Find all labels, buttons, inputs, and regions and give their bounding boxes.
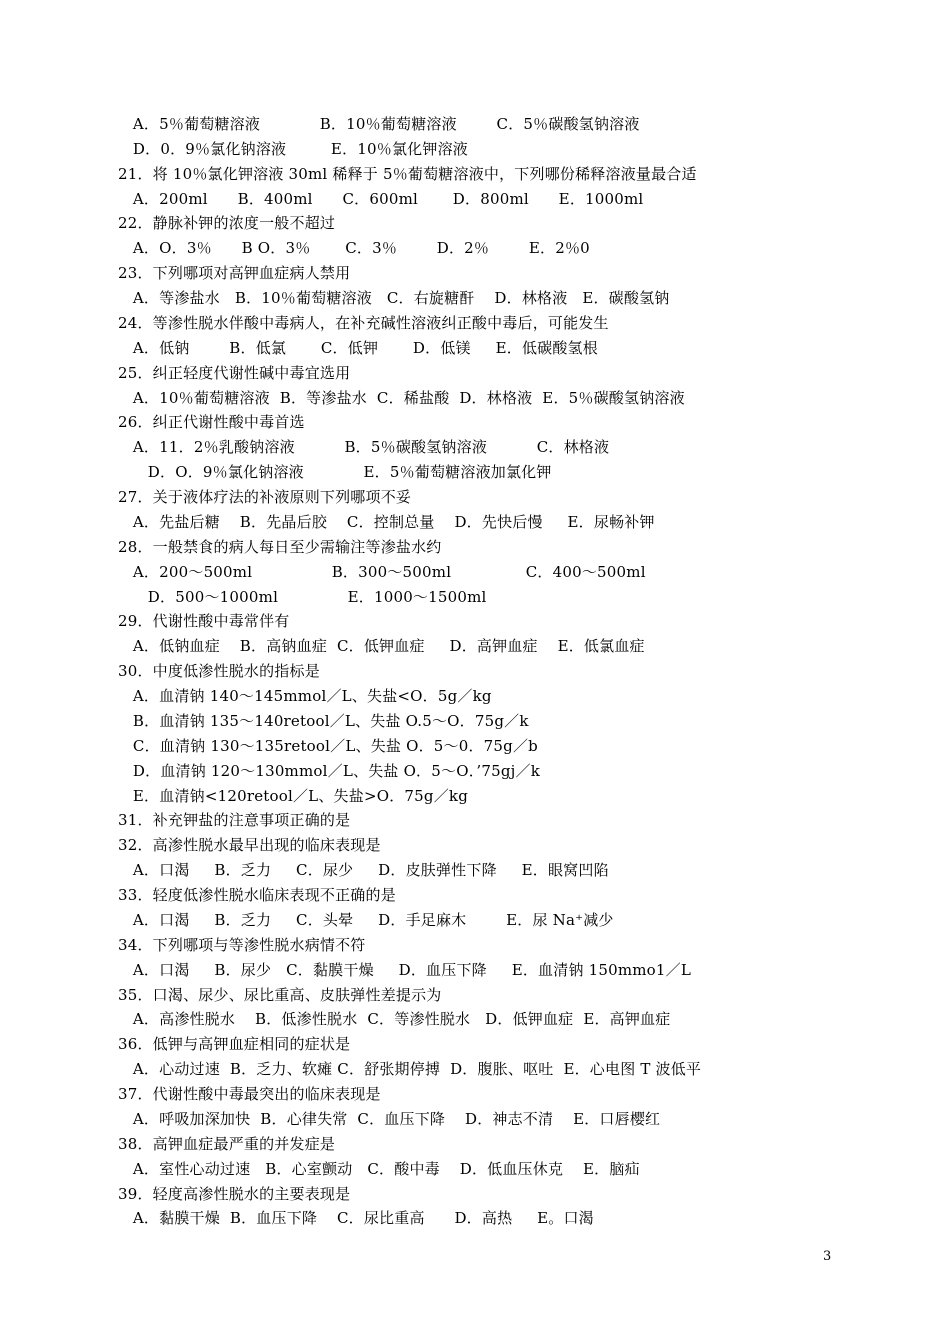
text-line: A．血清钠 140～145mmol／L、失盐<O．5g／kg: [118, 687, 492, 705]
text-line: A．黏膜干燥 B．血压下降 C．尿比重高 D．高热 E。口渴: [118, 1209, 594, 1227]
text-line: D．O．9％氯化钠溶液 E．5％葡萄糖溶液加氯化钾: [118, 463, 552, 481]
question-text: 38．高钾血症最严重的并发症是: [118, 1135, 336, 1153]
text-line: A．口渴 B．尿少 C．黏膜干燥 D．血压下降 E．血清钠 150mmo1／L: [118, 961, 692, 979]
question-text: 26．纠正代谢性酸中毒首选: [118, 413, 305, 431]
text-line: B．血清钠 135～140retool／L、失盐 O.5～O．75g／k: [118, 712, 529, 730]
question-text: 35．口渴、尿少、尿比重高、皮肤弹性差提示为: [118, 986, 442, 1004]
text-line: A．心动过速 B．乏力、软瘫 C．舒张期停搏 D．腹胀、呕吐 E．心电图 T 波低平: [118, 1060, 702, 1078]
question-text: 23．下列哪项对高钾血症病人禁用: [118, 264, 351, 282]
text-line: A．11．2％乳酸钠溶液 B．5％碳酸氢钠溶液 C．林格液: [118, 438, 610, 456]
text-line: A．5％葡萄糖溶液 B．10％葡萄糖溶液 C．5％碳酸氢钠溶液: [118, 115, 640, 133]
question-text: 32．高渗性脱水最早出现的临床表现是: [118, 836, 381, 854]
text-line: A．200～500ml B．300～500ml C．400～500ml: [118, 563, 646, 581]
question-text: 36．低钾与高钾血症相同的症状是: [118, 1035, 351, 1053]
text-line: C．血清钠 130～135retool／L、失盐 O．5～0．75g／b: [118, 737, 538, 755]
text-line: A．呼吸加深加快 B．心律失常 C．血压下降 D．神志不清 E．口唇樱红: [118, 1110, 661, 1128]
text-line: D．500～1000ml E．1000～1500ml: [118, 588, 487, 606]
text-line: E．血清钠<120retool／L、失盐>O．75g／kg: [118, 787, 468, 805]
page-number: 3: [823, 1249, 832, 1264]
question-text: 21．将 10％氯化钾溶液 30ml 稀释于 5％葡萄糖溶液中，下列哪份稀释溶液量最合适: [118, 165, 697, 183]
text-line: A．低钠血症 B．高钠血症 C．低钾血症 D．高钾血症 E．低氯血症: [118, 637, 645, 655]
question-text: 31．补充钾盐的注意事项正确的是: [118, 811, 351, 829]
question-text: 25．纠正轻度代谢性碱中毒宜选用: [118, 364, 351, 382]
question-text: 27．关于液体疗法的补液原则下列哪项不妥: [118, 488, 412, 506]
text-line: A．口渴 B．乏力 C．头晕 D．手足麻木 E．尿 Na⁺减少: [118, 911, 614, 929]
text-line: A．口渴 B．乏力 C．尿少 D．皮肤弹性下降 E．眼窝凹陷: [118, 861, 609, 879]
question-text: 29．代谢性酸中毒常伴有: [118, 612, 290, 630]
question-text: 24．等渗性脱水伴酸中毒病人，在补充碱性溶液纠正酸中毒后，可能发生: [118, 314, 609, 332]
text-line: D．0．9％氯化钠溶液 E．10％氯化钾溶液: [118, 140, 468, 158]
text-line: A．10％葡萄糖溶液 B．等渗盐水 C．稀盐酸 D．林格液 E．5％碳酸氢钠溶液: [118, 389, 685, 407]
question-text: 33．轻度低渗性脱水临床表现不正确的是: [118, 886, 396, 904]
text-line: A．室性心动过速 B．心室颤动 C．酸中毒 D．低血压休克 E．脑疝: [118, 1160, 640, 1178]
text-line: A．O．3％ B O．3％ C．3％ D．2％ E．2％0: [118, 239, 590, 257]
text-line: A．高渗性脱水 B．低渗性脱水 C．等渗性脱水 D．低钾血症 E．高钾血症: [118, 1010, 671, 1028]
question-text: 30．中度低渗性脱水的指标是: [118, 662, 320, 680]
text-line: A．低钠 B．低氯 C．低钾 D．低镁 E．低碳酸氢根: [118, 339, 598, 357]
text-line: A．先盐后糖 B．先晶后胶 C．控制总量 D．先快后慢 E．尿畅补钾: [118, 513, 655, 531]
text-line: A．等渗盐水 B．10％葡萄糖溶液 C．右旋糖酐 D．林格液 E．碳酸氢钠: [118, 289, 670, 307]
question-text: 37．代谢性酸中毒最突出的临床表现是: [118, 1085, 381, 1103]
text-line: D．血清钠 120～130mmol／L、失盐 O．5～O．’75gj／k: [118, 762, 541, 780]
question-text: 22．静脉补钾的浓度一般不超过: [118, 214, 336, 232]
question-text: 28．一般禁食的病人每日至少需输注等渗盐水约: [118, 538, 442, 556]
text-line: A．200ml B．400ml C．600ml D．800ml E．1000ml: [118, 190, 644, 208]
question-text: 39．轻度高渗性脱水的主要表现是: [118, 1185, 351, 1203]
question-text: 34．下列哪项与等渗性脱水病情不符: [118, 936, 366, 954]
